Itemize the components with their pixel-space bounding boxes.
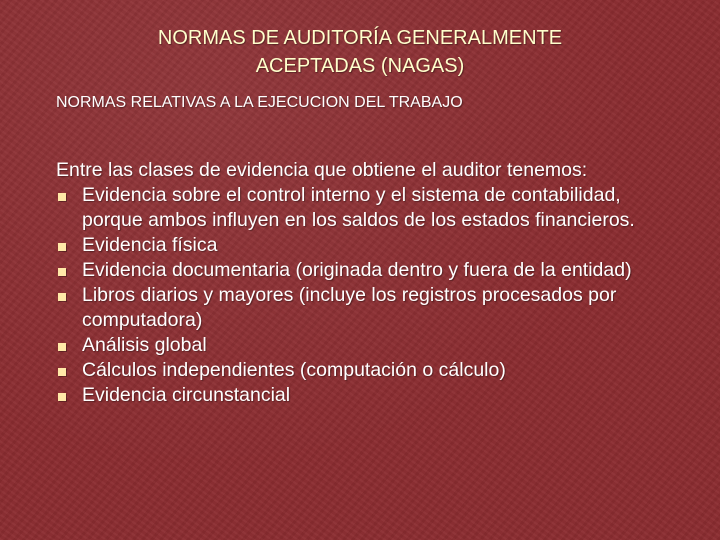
list-item-text: Cálculos independientes (computación o cálculo): [82, 359, 506, 381]
square-bullet-icon: [58, 268, 66, 276]
list-item: [56, 258, 676, 283]
evidence-list: [56, 183, 676, 408]
slide-body: [56, 158, 676, 408]
list-item-text: Análisis global: [82, 334, 207, 356]
square-bullet-icon: [58, 243, 66, 251]
slide-subtitle: NORMAS RELATIVAS A LA EJECUCION DEL TRABAJO: [56, 94, 463, 111]
list-item: [56, 283, 676, 333]
square-bullet-icon: [58, 343, 66, 351]
slide-title-line-2: ACEPTADAS (NAGAS): [255, 55, 465, 77]
list-item: [56, 358, 676, 383]
square-bullet-icon: [58, 293, 66, 301]
list-item-text: Evidencia documentaria (originada dentro y fuera de la entidad): [82, 259, 632, 281]
slide-title-line-1: NORMAS DE AUDITORÍA GENERALMENTE: [157, 27, 563, 49]
list-item: [56, 233, 676, 258]
list-item: [56, 333, 676, 358]
list-item-text: Evidencia sobre el control interno y el sistema de contabilidad, porque ambos influyen en los saldos de los estados financieros.: [82, 184, 635, 231]
list-item-text: Evidencia física: [82, 234, 218, 256]
list-item-text: Libros diarios y mayores (incluye los registros procesados por computadora): [82, 284, 617, 331]
square-bullet-icon: [58, 193, 66, 201]
slide-title: [0, 24, 720, 80]
square-bullet-icon: [58, 393, 66, 401]
list-item-text: Evidencia circunstancial: [82, 384, 291, 406]
list-item: [56, 383, 676, 408]
square-bullet-icon: [58, 368, 66, 376]
list-item: [56, 183, 676, 233]
intro-text: Entre las clases de evidencia que obtiene el auditor tenemos:: [56, 159, 588, 181]
